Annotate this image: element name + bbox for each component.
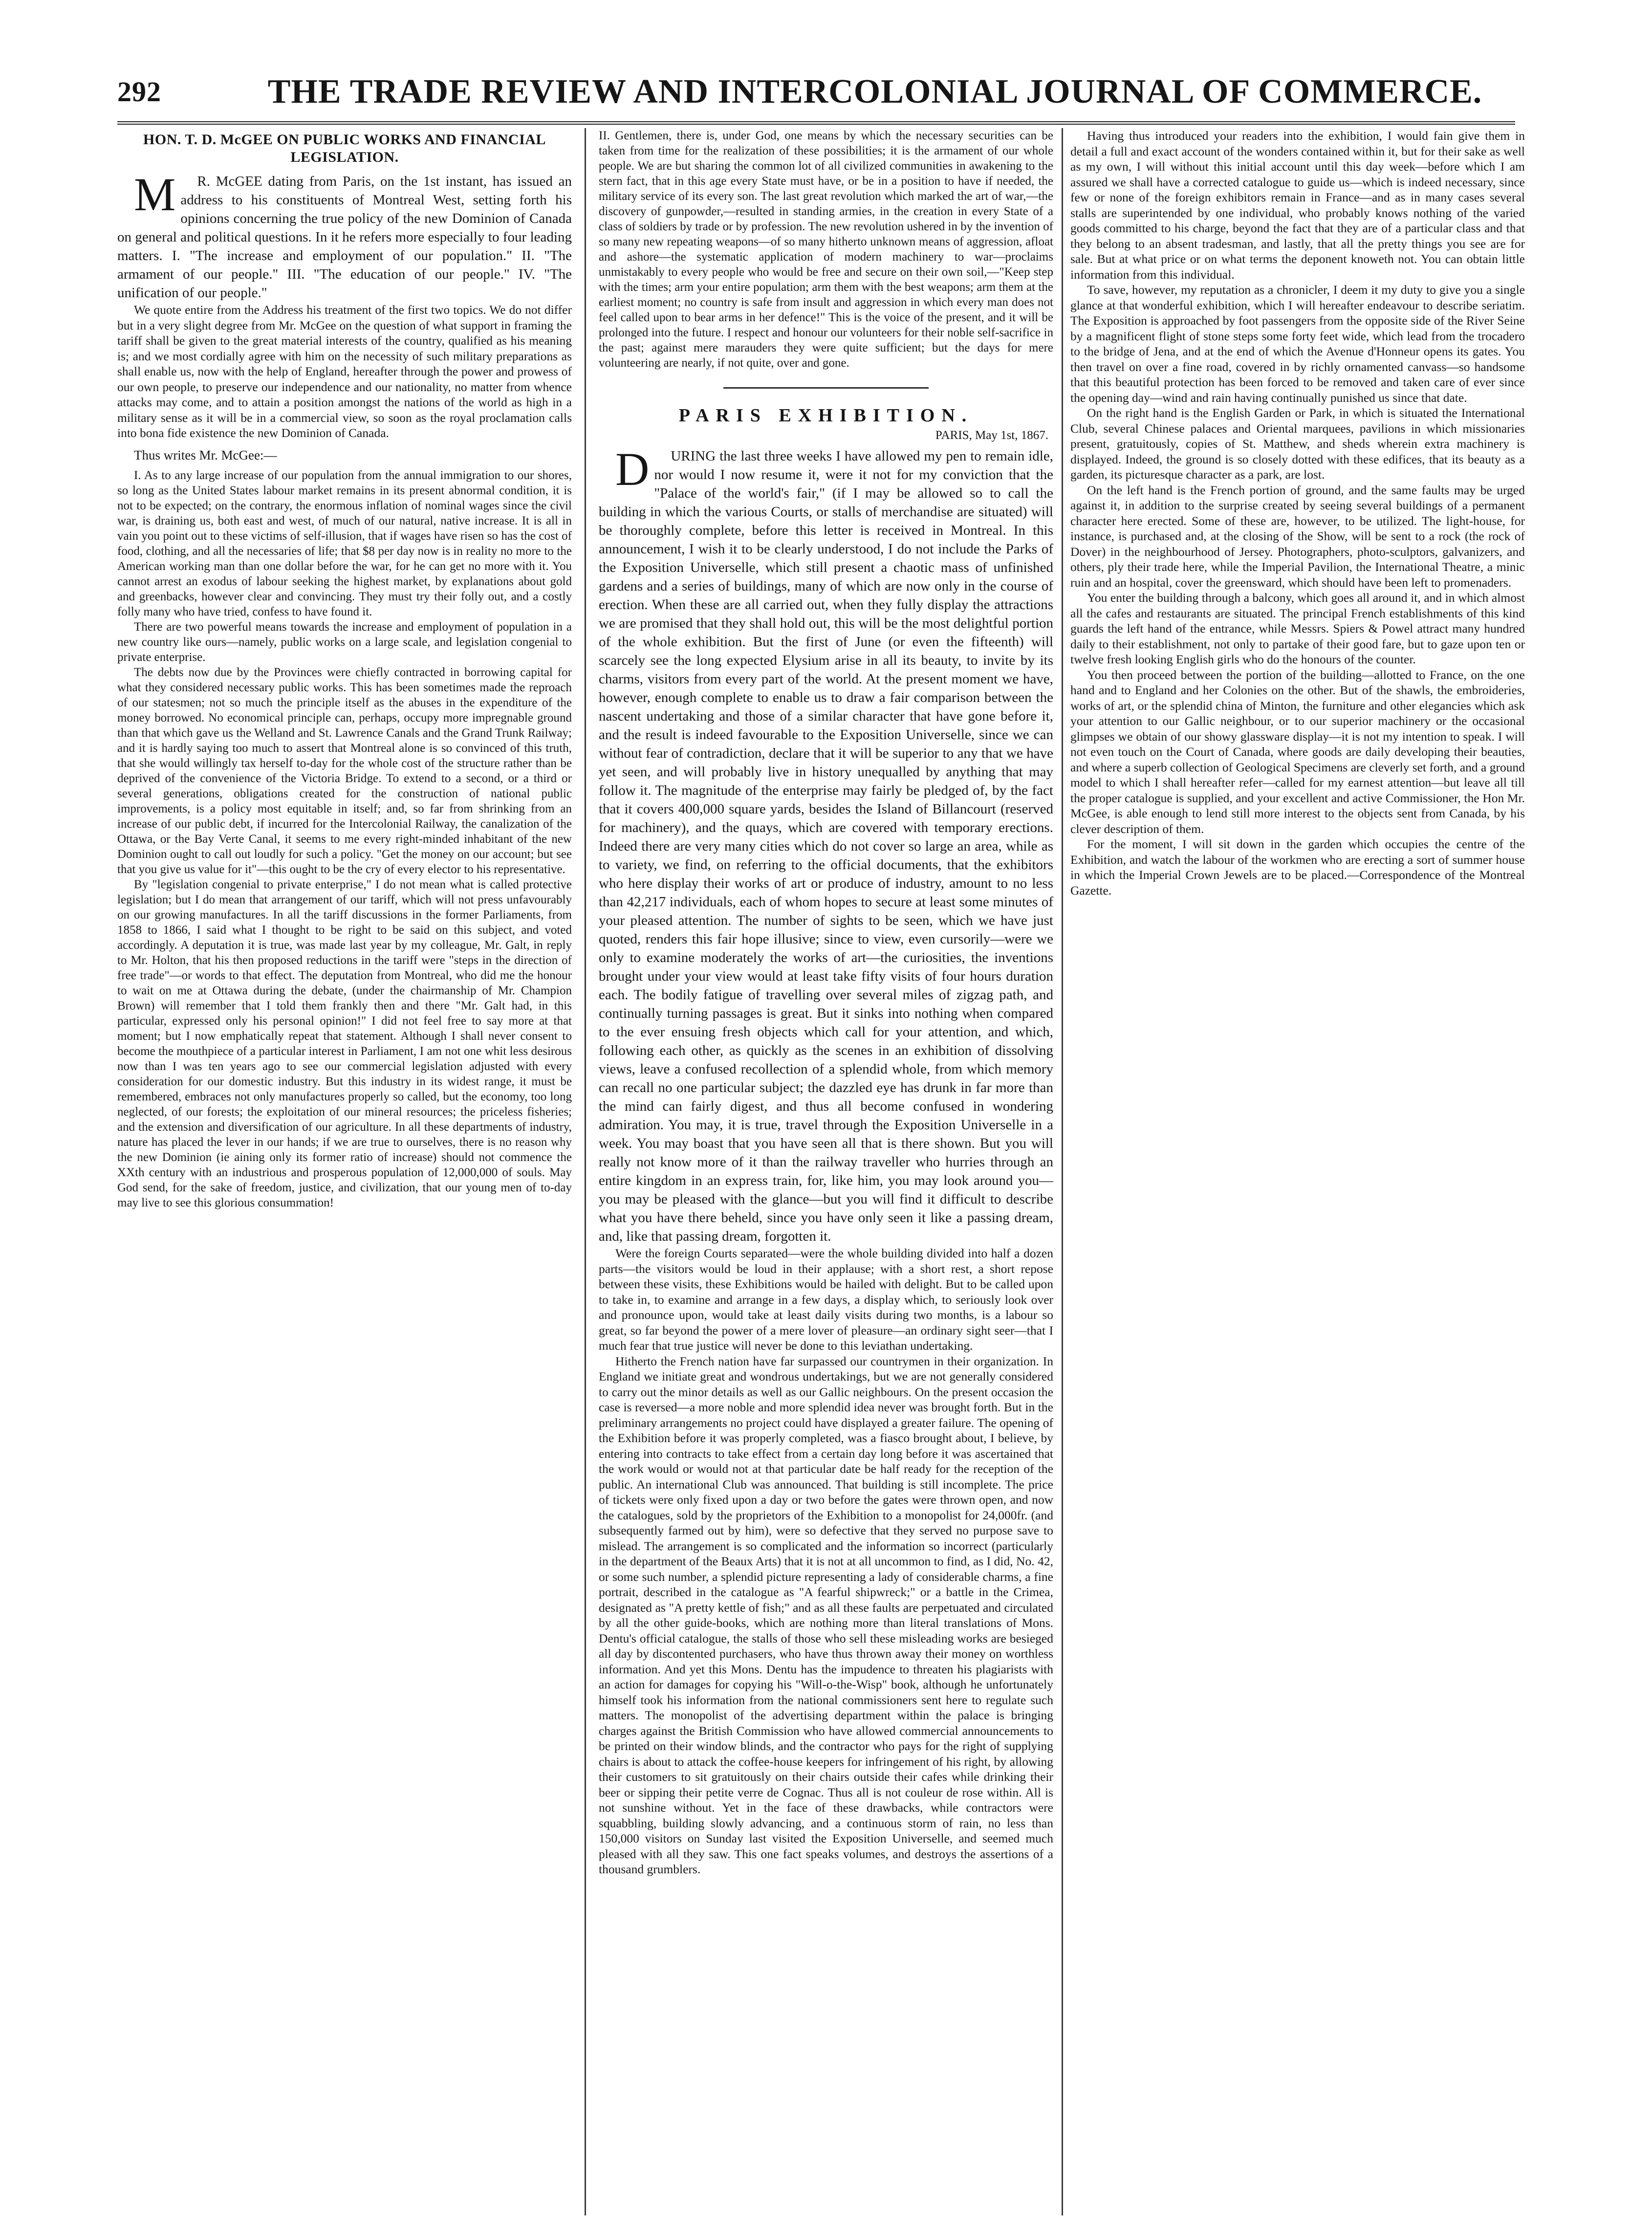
article-paragraph: To save, however, my reputation as a chronicler, I deem it my duty to give you a single glance at that wonderful exhibition, which I will hereafter endeavour to describe seriatim. The Exposition is approached by foot passengers from the opposite side of the River Seine by a magnificent flight of stone steps some forty feet wide, which lead from the trocadero to the bridge of Jena, and at the end of which the Avenue d'Honneur opens its gates. You then travel on over a fine road, covered in by richly ornamented canvass—so handsome that this beautiful protection has been forced to be removed and taken care of ever since the opening day—wind and rain having continually punished us since that date. bbox=[1070, 283, 1525, 405]
article-paragraph: You then proceed between the portion of the building—allotted to France, on the one hand and to England and her Colonies on the other. But of the shawls, the embroideries, works of art, or the splendid china of Minton, the furniture and other elegancies which ask your attention to our Gallic neighbour, or to our superior machinery or the occasional glimpses we obtain of our showy glassware display—it is not my intention to speak. I will not even touch on the Court of Canada, where goods are daily developing their beauties, and where a superb collection of Geological Specimens are cleverly set forth, and a ground model to which I shall hereafter refer—called for my earnest attention—but leave all till the proper catalogue is supplied, and your excellent and active Commissioner, the Hon Mr. McGee, is able enough to lend still more interest to the objects sent from Canada, by his clever description of them. bbox=[1070, 667, 1525, 836]
article-paragraph: Were the foreign Courts separated—were the whole building divided into half a dozen parts—the visitors would be loud in their applause; with a short rest, a short repose between these visits, these Exhibitions would be hailed with delight. But to be called upon to take in, to examine and arrange in a few days, a display which, to seriously look over and pronounce upon, would take at least daily visits during two months, is a labour so great, so far beyond the power of a mere lover of pleasure—an ordinary sight seer—that I much fear that true justice will never be done to this leviathan undertaking. bbox=[599, 1246, 1053, 1353]
article-paragraph: DURING the last three weeks I have allowed my pen to remain idle, nor would I now resume it, were it not for my conviction that the "Palace of the world's fair," (if I may be allowed so to call the building in which the various Courts, or stalls of merchandise are situated) will be thoroughly complete, before this letter is received in Montreal. In this announcement, I wish it to be clearly understood, I do not include the Parks of the Exposition Universelle, which still present a chaotic mass of unfinished gardens and a series of buildings, many of which are now only in the course of erection. When these are all carried out, when they fully display the attractions we are promised that they shall hold out, this will be the most delightful portion of the whole exhibition. But the first of June (or even the fifteenth) will scarcely see the long expected Elysium arise in all its beauty, to invite by its charms, visitors from every part of the world. At the present moment we have, however, enough complete to enable us to draw a fair comparison between the nascent undertaking and those of a similar character that have gone before it, and the result is indeed favourable to the Exposition Universelle, since we can without fear of contradiction, declare that it will be superior to any that we have yet seen, and will probably live in history unequalled by anything that may follow it. The magnitude of the enterprise may fairly be pledged of, by the fact that it covers 400,000 square yards, besides the Island of Billancourt (reserved for machinery), and the quays, which are covered with temporary erections. Indeed there are very many cities which do not cover so large an area, while as to variety, we find, on referring to the official documents, that the exhibitors who here display their works of art or produce of industry, amount to no less than 42,217 individuals, each of whom hopes to secure at least some minutes of your pleased attention. The number of sights to be seen, which we have just quoted, renders this fair hope illusive; since to view, even cursorily—were we only to examine moderately the works of art—the curiosities, the inventions brought under your view would at least take fifty visits of four hours duration each. The bodily fatigue of travelling over several miles of zigzag path, and continually turning passages is great. But it sinks into nothing when compared to the ever ensuing fresh objects which call for your attention, and which, following each other, as quickly as the scenes in an exhibition of dissolving views, leave a confused recollection of a splendid whole, from which memory can recall no one particular subject; the dazzled eye has drunk in far more than the mind can fairly digest, and thus all become confused in wondering admiration. You may, it is true, travel through the Exposition Universelle in a week. You may boast that you have seen all that is there shown. But you will really not know more of it than the railway traveller who hurries through an entire kingdom in an express train, for, like him, you may look around you—you may be pleased with the glance—but you will find it difficult to describe what you have there beheld, since you have only seen it like a passing dream, and, like that passing dream, forgotten it. bbox=[599, 443, 1053, 1244]
quoted-paragraph: There are two powerful means towards the increase and employment of population in a new country like ours—namely, public works on a large scale, and legislation congenial to private enterprise. bbox=[117, 620, 572, 664]
article-paragraph: MR. McGEE dating from Paris, on the 1st instant, has issued an address to his constituents of Montreal West, setting forth his opinions concerning the true policy of the new Dominion of Canada on general and political questions. In it he refers more especially to four leading matters. I. "The increase and employment of our population." II. "The armament of our people." III. "The education of our people." IV. "The unification of our people." bbox=[117, 168, 572, 301]
quote-intro: Thus writes Mr. McGee:— bbox=[134, 447, 277, 462]
quoted-paragraph: By "legislation congenial to private enterprise," I do not mean what is called protective legislation; but I do mean that arrangement of our tariff, which will not press unfavourably on our growing manufactures. In all the tariff discussions in the former Parliaments, from 1858 to 1866, I said what I thought to be right to be said on this subject, and voted accordingly. A deputation it is true, was made last year by my colleague, Mr. Galt, in reply to Mr. Holton, that his then proposed reductions in the tariff were "steps in the direction of free trade"—or words to that effect. The deputation from Montreal, who did me the honour to wait on me at Ottawa during the debate, (under the chairmanship of Mr. Champion Brown) will remember that I told them frankly then and there "Mr. Galt had, in this particular, expressed only his personal opinion!" I did not feel free to say more at that moment; but I now emphatically repeat that statement. Although I shall never consent to become the mouthpiece of a particular interest in Parliament, I am not one whit less desirous now than I was ten years ago to see our commercial legislation adjusted with every consideration for our domestic industry. But this industry in its widest range, it must be remembered, embraces not only manufactures properly so called, but the economy, too long neglected, of our forests; the exploitation of our mineral resources; the priceless fisheries; and the extension and diversification of our agriculture. In all these departments of industry, nature has placed the lever in our hands; if we are true to ourselves, there is no reason why the new Dominion (ie aining only its former ratio of increase) should not commence the XXth century with an industrious and prosperous population of 12,000,000 of souls. May God send, for the sake of freedom, justice, and civilization, that our young men of to-day may live to see this glorious consummation! bbox=[117, 878, 572, 1209]
article-paragraph: Hitherto the French nation have far surpassed our countrymen in their organization. In England we initiate great and wondrous undertakings, but we are not generally considered to carry out the minor details as well as our Gallic neighbours. On the present occasion the case is reversed—a more noble and more splendid idea never was brought forth. But in the preliminary arrangements no project could have displayed a greater failure. The opening of the Exhibition before it was properly completed, was a fiasco brought about, I believe, by entering into contracts to take effect from a certain day long before it was ascertained that the work would or would not at that particular date be half ready for the reception of the public. An international Club was announced. That building is still incomplete. The price of tickets were only fixed upon a day or two before the gates were thrown open, and now the catalogues, sold by the proprietors of the Exhibition to a monopolist for 24,000fr. (and subsequently farmed out by him), were so defective that they served no purpose save to mislead. The arrangement is so complicated and the information so incorrect (particularly in the department of the Beaux Arts) that it is not at all uncommon to find, as I did, No. 42, or some such number, a splendid picture representing a lady of considerable charms, a fine portrait, described in the catalogue as "A fearful shipwreck;" or a battle in the Crimea, designated as "A pretty kettle of fish;" and as all these faults are perpetuated and circulated by all the other guide-books, which are nothing more than literal translations of Mons. Dentu's official catalogue, the stalls of those who sell these misleading works are besieged all day by discontented purchasers, who have thus thrown away their money on worthless information. And yet this Mons. Dentu has the impudence to threaten his plagiarists with an action for damages for copying his "Will-o-the-Wisp" book, although he unfortunately himself took his information from the national commissioners sent here to regulate such matters. The monopolist of the advertising department within the palace is bringing charges against the British Commission who have allowed commercial announcements to be printed on their window blinds, and the contractor who pays for the right of supplying chairs is about to attack the coffee-house keepers for infringement of his right, by allowing their customers to sit gratuitously on their chairs outside their cafes while drinking their beer or sipping their petite verre de Cognac. Thus all is not couleur de rose within. All is not sunshine without. Yet in the face of these drawbacks, while contractors were squabbling, building slowly advancing, and a continuous storm of rain, no less than 150,000 visitors on Sunday last visited the Exposition Universelle, and seemed much pleased with all they saw. This one fact speaks volumes, and destroys the assertions of a thousand grumblers. bbox=[599, 1354, 1053, 1876]
masthead bbox=[117, 72, 1515, 119]
quoted-paragraph: II. Gentlemen, there is, under God, one means by which the necessary securities can be taken from time for the realization of these possibilities; it is the armament of our whole people. We are but sharing the common lot of all civilized communities in awakening to the stern fact, that in this age every State must have, or be in a position to have if needed, the military service of its every son. The last great revolution which marked the art of war,—the discovery of gunpowder,—resulted in standing armies, in the creation in every State of a class of soldiers by trade or by profession. The new revolution ushered in by the invention of so many new repeating weapons—of so many hitherto unknown means of aggression, afloat and ashore—the systematic application of modern machinery to war—proclaims unmistakably to every people who would be free and secure on their own soil,—"Keep step with the times; arm your entire population; arm them with the best weapons; arm them at the earliest moment; no country is safe from insult and aggression in which every man does not feel called upon to bear arms in her defence!" This is the voice of the present, and it will be prolonged into the future. I respect and honour our volunteers for their noble self-sacrifice in the past; against mere marauders they were quite sufficient; but the days for mere volunteering are nearly, if not quite, over and gone. bbox=[599, 129, 1053, 370]
article-paragraph: On the right hand is the English Garden or Park, in which is situated the International Club, several Chinese palaces and Oriental marquees, pavilions in which missionaries present, gratuitously, copies of St. Matthew, and sheds wherein extra machinery is displayed. Indeed, the ground is so closely dotted with these edifices, that its beauty as a garden, its picturesque character as a park, are lost. bbox=[1070, 406, 1525, 482]
article-headline: HON. T. D. McGEE ON PUBLIC WORKS AND FINANCIAL LEGISLATION. bbox=[143, 132, 546, 165]
page-number: 292 bbox=[117, 76, 161, 108]
section-divider bbox=[723, 387, 929, 389]
column-1 bbox=[117, 128, 572, 2215]
article-paragraph: Having thus introduced your readers into the exhibition, I would fain give them in detail a full and exact account of the wonders contained within it, but for their sake as well as my own, I will without this initial account until this day week—before which I am assured we shall have a corrected catalogue to guide us—which is indeed necessary, since few or none of the foreign exhibitors remain in France—and as in many cases several stalls are superintended by one individual, who probably knows nothing of the varied goods committed to his charge, beyond the fact that they are of a particular class and that they belong to an absent tradesman, and lastly, that all the pretty things you see are for sale. But at what price or on what terms the deponent knoweth not. You can obtain little information from this individual. bbox=[1070, 129, 1525, 282]
column-divider bbox=[585, 128, 586, 2215]
dateline: PARIS, May 1st, 1867. bbox=[935, 428, 1048, 442]
masthead-rule bbox=[117, 121, 1515, 125]
quoted-paragraph: The debts now due by the Provinces were chiefly contracted in borrowing capital for what they considered necessary public works. This has been sometimes made the reproach of our statesmen; not so much the principle itself as the abuses in the expenditure of the money borrowed. No economical principle can, perhaps, occupy more impregnable ground than that which gave us the Welland and St. Lawrence Canals and the Grand Trunk Railway; and it is hardly saying too much to assert that Montreal alone is so convinced of this truth, that she would willingly tax herself to-day for the whole cost of the structure rather than be deprived of the convenience of the Victoria Bridge. To extend to a second, or a third or several generations, obligations created for the construction of national public improvements, is a policy most equitable in itself; and, so far from shrinking from an increase of our public debt, if incurred for the Intercolonial Railway, the canalization of the Ottawa, or the Bay Verte Canal, it seems to me every right-minded inhabitant of the new Dominion ought to call out loudly for such a policy. "Get the money on our account; but see that you give us value for it"—this ought to be the cry of every elector to his representative. bbox=[117, 666, 572, 876]
journal-title: THE TRADE REVIEW AND INTERCOLONIAL JOURNAL OF COMMERCE. bbox=[267, 73, 1482, 110]
article-paragraph: We quote entire from the Address his treatment of the first two topics. We do not differ but in a very slight degree from Mr. McGee on the question of what support in framing the tariff shall be given to the great material interests of the country, qualified as his meaning is; and we most cordially agree with him on the necessity of such military preparations as shall enable us, now with the help of England, hereafter through the power and prowess of our own people, to preserve our independence and our nationality, no matter from whence attacks may come, and to attain a position amongst the nations of the world as high in a military sense as it will be in a commercial view, so soon as the royal proclamation calls into bona fide existence the new Dominion of Canada. bbox=[117, 303, 572, 440]
article-paragraph: You enter the building through a balcony, which goes all around it, and in which almost all the cafes and restaurants are situated. The principal French establishments of this kind guards the left hand of the entrance, while Messrs. Spiers & Powel attract many hundred daily to their establishment, not only to partake of their good fare, but to gaze upon ten or twelve fresh looking English girls who do the honours of the counter. bbox=[1070, 591, 1525, 666]
column-3 bbox=[1070, 128, 1525, 2215]
section-heading: PARIS EXHIBITION. bbox=[678, 405, 974, 426]
column-divider bbox=[1062, 128, 1063, 2215]
article-paragraph: On the left hand is the French portion of ground, and the same faults may be urged against it, in addition to the surprise created by seeing several buildings of a permanent character here erected. Some of these are, however, to be utilized. The light-house, for instance, is purchased and, at the closing of the Show, will be sent to a rock (the rock of Dover) in the neighbourhood of Jersey. Photographers, photo-sculptors, galvanizers, and others, ply their trade here, while the Imperial Pavilion, the International Theatre, a minic ruin and an hospital, cover the greensward, which should have been left to promenaders. bbox=[1070, 482, 1525, 590]
column-2 bbox=[599, 128, 1053, 2215]
article-paragraph: For the moment, I will sit down in the garden which occupies the centre of the Exhibition, and watch the labour of the workmen who are erecting a sort of summer house in which the Imperial Crown Jewels are to be placed.—Correspondence of the Montreal Gazette. bbox=[1070, 837, 1525, 898]
quoted-paragraph: I. As to any large increase of our population from the annual immigration to our shores, so long as the United States labour market remains in its present abnormal condition, it is not to be expected; on the contrary, the enormous inflation of nominal wages since the civil war, is draining us, both east and west, of much of our natural, native increase. It is all in vain you point out to these victims of self-illusion, that if wages have risen so has the cost of food, clothing, and all the necessaries of life; that $8 per day now is in reality no more to the American working man than one dollar before the war, for he can get no more with it. You cannot arrest an exodus of labour seeking the highest market, by explanations about gold and greenbacks, however clear and convincing. They must try their folly out, and a costly folly many who have tried, confess to have found it. bbox=[117, 469, 572, 618]
